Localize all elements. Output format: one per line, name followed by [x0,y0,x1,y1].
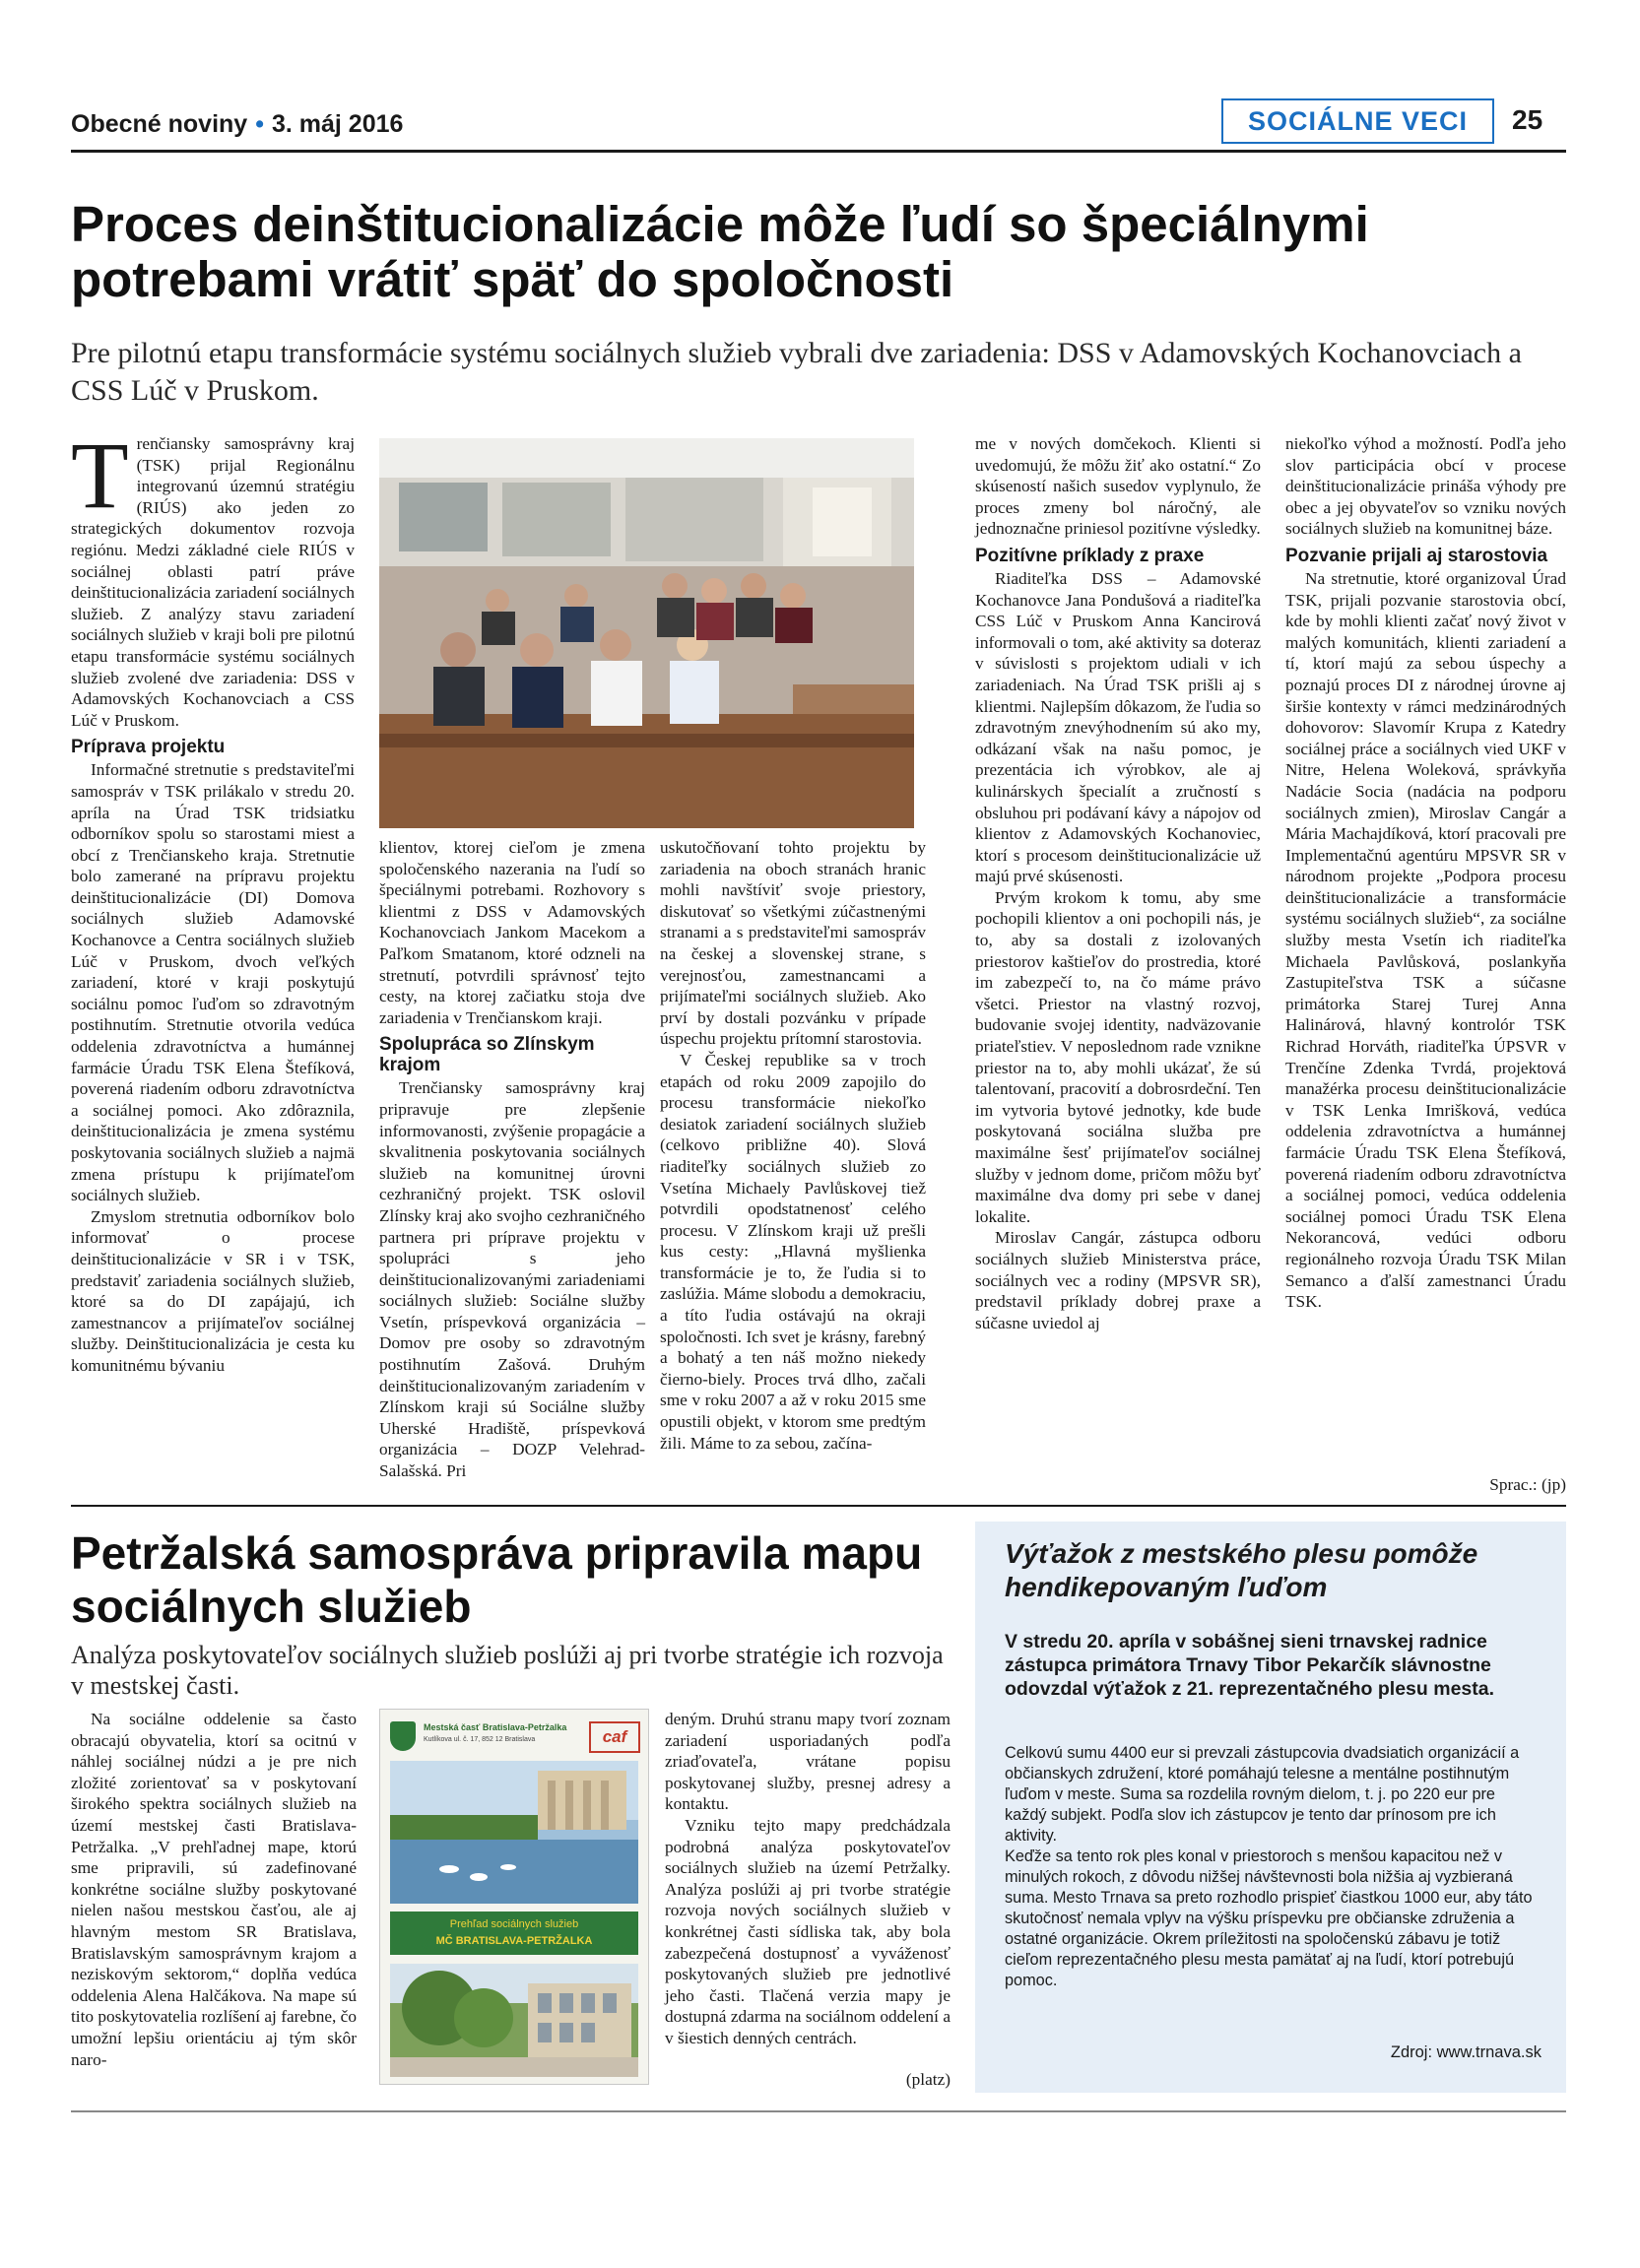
bullet-separator: • [255,110,264,138]
paragraph: Keďže sa tento rok ples konal v priestoroch s menšou kapacitou než v minulých rokoch, z dôvodu nižšej návštevnosti bola nižšia aj vyzbieraná suma. Mesto Trnava sa preto rozhodlo prispieť čiastkou 1000 eur, aby táto skutočnosť nemala vplyv na výšku príspevku pre občianske združenia a ostatné organizácie. Okrem príležitosti na spoločenskú zábavu je totiž cieľom reprezentačného plesu mesta pamätať aj na ľudí, ktorí potrebujú pomoc. [1005,1847,1533,1989]
meeting-photo [379,438,914,828]
subheading: Pozvanie prijali aj starostovia [1285,545,1548,566]
map-cover-banner-line1: Prehľad sociálnych služieb [449,1918,579,1930]
paragraph-text: renčiansky samosprávny kraj (TSK) prijal Regionálnu integrovanú územnú stratégiu (RIÚS) ako jeden zo strategických dokumentov rozvoja regiónu. Medzi základné ciele RIÚS v sociálnej oblasti patrí práve deinštitucionalizácia zariadení sociálnych služieb. Z analýzy stavu zariadení sociálnych služieb v kraji boli pre pilotnú etapu transformácie systému sociálnych služieb zvolené dve zariadenia: DSS v Adamovských Kochanovciach a CSS Lúč v Pruskom. [71,434,355,730]
paragraph: uskutočňovaní tohto projektu by zariadenia na oboch stranách hranic mohli navštíviť svoje priestory, diskutovať so všetkými zúčastnenými stranami a s predstaviteľmi samospráv na českej a slovenskej strane, s verejnosťou, zamestnancami a prijímateľmi sociálnych služieb. Ako prví by dostali pozvánku v prípade úspechu projektu prítomní starostovia. [660,838,926,1049]
map-cover-banner-line2: MČ BRATISLAVA-PETRŽALKA [435,1935,593,1947]
article-lead: Pre pilotnú etapu transformácie systému sociálnych služieb vybrali dve zariadenia: DSS v Adamovských Kochanovciach a CSS Lúč v Pruskom. [71,337,1522,407]
article-divider [71,1505,1566,1507]
article-byline: Sprac.: (jp) [1489,1475,1566,1494]
paragraph: Vzniku tejto mapy predchádzala podrobná analýza poskytovateľov sociálnych služieb na území Petržalky. Analýza poslúži aj pri tvorbe stratégie rozvoja nových sociálnych služieb v konkrétnej časti sídliska tak, aby bola zabezpečená dostupnosť a vyváženosť poskytovaných služieb pre jednotlivé jeho časti. Tlačená verzia mapy je dostupná zdarma na sociálnom oddelení a v šiestich denných centrách. [665,1815,951,2047]
article-byline: (platz) [905,2070,951,2089]
article-column-5 [1285,433,1566,1313]
sidebar-source: Zdroj: www.trnava.sk [1390,2043,1542,2061]
paragraph: V Českej republike sa v troch etapách od roku 2009 zapojilo do procesu transformácie niekoľko desiatok zariadení sociálnych služieb (celkovo približne 40). Slová riaditeľky sociálnych služieb zo Vsetína Michaely Pavlůskovej tiež potvrdili opodstatnenosť celého procesu. V Zlínskom kraji už prešli kus cesty: „Hlavná myšlienka transformácie je to, že ľudia si to zaslúžia. Máme slobodu a demokraciu, a títo ľudia ostávajú na okraji spoločnosti. Ich svet je krásny, farebný a bohatý a ten náš možno niekedy čierno-biely. Proces trvá dlho, začali sme v roku 2007 a až v roku 2015 sme opustili objekt, v ktorom sme predtým žili. Máme to za sebou, začína- [660,1050,926,1453]
map-cover-header: Mestská časť Bratislava-Petržalka [424,1722,567,1732]
paragraph: Miroslav Cangár, zástupca odboru sociálnych služieb Ministerstva práce, sociálnych vec a rodiny (MPSVR SR), predstavil príklady dobrej praxe a súčasne uviedol aj [975,1228,1261,1332]
sidebar-box [975,1522,1566,2093]
paragraph: deným. Druhú stranu mapy tvorí zoznam zariadení usporiadaných podľa zriaďovateľa, vrátane popisu poskytovanej služby, presnej adresy a kontaktu. [665,1710,951,1814]
header-rule [71,150,1566,153]
subheading: Spolupráca so Zlínskym krajom [379,1034,595,1076]
map-cover-banner [390,1912,638,1955]
subheading: Príprava projektu [71,737,226,758]
issue-date: 3. máj 2016 [271,110,404,138]
sidebar-headline: Výťažok z mestského plesu pomôže hendikepovaným ľuďom [1005,1538,1478,1602]
article-column-1 [71,422,355,1377]
paragraph: Informačné stretnutie s predstaviteľmi samospráv v TSK prilákalo v stredu 20. apríla na Úrad TSK tridsiatku odborníkov spolu so starostami miest a obcí z Trenčianskeho kraja. Stretnutie bolo zamerané na prípravu projektu deinštitucionalizácie (DI) Domova sociálnych služieb Adamovské Kochanovce a Centra sociálnych služieb Lúč v Pruskom, dvoch veľkých zariadení, ktoré v kraji poskytujú sociálnu pomoc ľuďom so zdravotným postihnutím. Stretnutie otvorila vedúca oddelenia zdravotníctva a humánnej farmácie Úradu TSK Elena Štefíková, poverená riadením odboru zdravotníctva a sociálnej pomoci. Ako zdôraznila, deinštitucionalizácia je zmena systému poskytovania sociálnych služieb a najmä zmena prístupu k prijímateľom sociálnych služieb. [71,760,355,1205]
page-number: 25 [1512,104,1543,135]
paragraph: Celkovú sumu 4400 eur si prevzali zástupcovia dvadsiatich organizácií a občianskych združení, ktoré pomáhajú telesne a mentálne postihnutým ľuďom v meste. Suma sa rozdelila rovným dielom, t. j. po 220 eur pre každý subjekt. Podľa slov ich zástupcov je tento dar prínosom pre ich aktivity. [1005,1744,1520,1845]
paragraph: Riaditeľka DSS – Adamovské Kochanovce Jana Pondušová a riaditeľka CSS Lúč v Pruskom Anna Kancirová informovali o tom, aké aktivity sa doteraz v súvislosti s projektom udiali v ich zariadeniach. Na Úrad TSK prišli aj s klientmi. Najlepším dôkazom, že ľudia so zdravotným znevýhodnením sú ako my, odkázaní však na našu pomoc, je prezentácia ich výrobkov, ale aj kulinárskych špecialít a zručností s obsluhou pri podávaní kávy a nápojov od klientov z Adamovských Kochanoviec, ktorí s procesom deinštitucionalizácie už majú prvé skúsenosti. [975,568,1261,886]
map-cover-address: Kutlíkova ul. č. 17, 852 12 Bratislava [424,1736,536,1743]
publication-name: Obecné noviny [71,110,248,138]
article-column-4 [975,433,1261,1333]
meeting-photo-image [379,438,914,828]
subheading: Pozitívne príklady z praxe [975,545,1205,566]
social-services-map-cover [379,1709,649,2085]
lake-photo [390,1761,638,1904]
article-column-1 [71,1709,357,2070]
paragraph [71,422,355,731]
article-column-2 [379,837,645,1482]
paragraph: Zmyslom stretnutia odborníkov bolo informovať o procese deinštitucionalizácie v SR i v TSK, predstaviť zariadenia sociálnych služieb, ktoré sa do DI zapájajú, ich zamestnancov a prijímateľov sociálnej služby. Deinštitucionalizácia je cesta ku komunitnému bývaniu [71,1206,355,1375]
caf-logo: caf [589,1721,640,1753]
paragraph: klientov, ktorej cieľom je zmena spoločenského nazerania na ľudí so špeciálnymi potrebami. Rozhovory s klientmi z DSS v Adamovských Kochanovciach Jankom Macekom a Paľkom Smatanom, ktoré odzneli na stretnutí, potvrdili správnosť tejto cesty, na ktorej začiatku stoja dve zariadenia v Trenčianskom kraji. [379,838,645,1027]
paragraph: Na stretnutie, ktoré organizoval Úrad TSK, prijali pozvanie starostovia obcí, kde by mohli klienti začať nový život v malých komunitách, klienti zariadení a tí, ktorí majú za sebou úspechy a poznajú proces DI z národnej úrovne aj širšie kontexty v rámci medzinárodných dohovorov: Slavomír Krupa z Katedry sociálnej práce a sociálnych vied UKF v Nitre, Helena Woleková, správkyňa Nadácie Socia (nadácia na podporu sociálnych zmien), Miroslav Cangár a Mária Machajdíková, ktorí pracovali pre Implementačnú agentúru MPSVR SR v národnom projekte „Podpora procesu deinštitucionalizácie a transformácie systému sociálnych služieb“, za sociálne služby mesta Vsetín ich riaditeľka Michaela Pavlůsková, poslankyňa Zastupiteľstva TSK a súčasne primátorka Starej Turej Anna Halinárová, hlavný kontrolór TSK Richrad Horváth, riaditeľka ÚPSVR v Trenčíne Zdenka Tvrdá, projektová manažérka procesu deinštitucionalizácie v TSK Lenka Imrišková, vedúca oddelenia zdravotníctva a humánnej farmácie Úradu TSK Elena Štefíková, poverená riadením odboru zdravotníctva a sociálnej pomoci, vedúca oddelenia sociálnej pomoci Úradu TSK Elena Nekorancová, vedúci odboru regionálneho rozvoja Úradu TSK Milan Semanco a ďalší zamestnanci Úradu TSK. [1285,568,1566,1312]
paragraph: Trenčiansky samosprávny kraj pripravuje pre zlepšenie informovanosti, zvýšenie propagácie a skvalitnenia poskytovania sociálnych služieb na komunitnej úrovni cezhraničný projekt. TSK oslovil Zlínsky kraj ako svojho cezhraničného partnera pri príprave projektu v spolupráci s jeho deinštitucionalizovanými zariadeniami sociálnych služieb: Sociálne služby Vsetín, príspevková organizácia – Domov pre osoby so zdravotným postihnutím Zašová. Druhým deinštitucionalizovaným zariadením v Zlínskom kraji sú Sociálne služby Uherské Hradiště, príspevková organizácia – DOZP Velehrad-Salašská. Pri [379,1078,645,1481]
article-column-2 [665,1709,951,2049]
article-headline: Petržalská samospráva pripravila mapu sociálnych služieb [71,1527,923,1632]
article-headline: Proces deinštitucionalizácie môže ľudí so špeciálnymi potrebami vrátiť späť do spoločnosti [71,196,1369,307]
sidebar-body [1005,1743,1542,1991]
paragraph: Na sociálne oddelenie sa často obracajú obyvatelia, ktorí sa ocitnú v náhlej sociálnej núdzi a je pre nich zložité zorientovať sa v poskytovaní širokého spektra sociálnych služieb na území mestskej časti Bratislava-Petržalka. „V prehľadnej mape, ktorú sme pripravili, sú zadefinované konkrétne sociálne služby poskytované nielen našou mestskou časťou, ale aj hlavným mestom SR Bratislava, Bratislavským samosprávnym krajom a neziskovým sektorom,“ doplňa vedúca oddelenia Alena Halčákova. Na mape sú tito poskytovatelia rozlíšení aj farebne, čo umožní lepšiu orientáciu aj tým skôr naro- [71,1710,357,2069]
park-photo [390,1964,638,2077]
section-label: SOCIÁLNE VECI [1221,98,1494,144]
sidebar-lead: V stredu 20. apríla v sobášnej sieni trnavskej radnice zástupca primátora Trnavy Tibor Pekarčík slávnostne odovzdal výťažok z 21. reprezentačného plesu mesta. [1005,1631,1495,1700]
footer-rule [71,2110,1566,2112]
publication-line [71,110,403,139]
article-column-3 [660,837,926,1454]
coat-of-arms-icon [390,1721,416,1751]
paragraph: niekoľko výhod a možností. Podľa jeho slov participácia obcí v procese deinštitucionalizácie prináša výhody pre obec a jej obyvateľov so vzniku nových sociálnych služieb na komunitnej báze. [1285,434,1566,539]
paragraph: me v nových domčekoch. Klienti si uvedomujú, že môžu žiť ako ostatní.“ Zo skúseností našich susedov vyplynulo, že proces zmeny bol náročný, ale jednoznačne priniesol pozitívne výsledky. [975,434,1261,539]
drop-cap: T [71,422,129,528]
article-lead: Analýza poskytovateľov sociálnych služieb poslúži aj pri tvorbe stratégie ich rozvoja v mestskej časti. [71,1641,944,1700]
paragraph: Prvým krokom k tomu, aby sme pochopili klientov a oni pochopili nás, je to, aby sa dostali z izolovaných priestorov kaštieľov do prostredia, ktoré im zabezpečí to, na čo máme právo všetci. Priestor na vlastný rozvoj, budovanie svojej identity, nadväzovanie priateľstiev. V neposlednom rade vznikne priestor na to, aby mohli ukázať, že sú talentovaní, pracovití a dobrosrdeční. Ten im vytvoria bytové jednotky, kde bude poskytovaná sociálna služba pre maximálne šesť prijímateľov sociálnej služby v jednom dome, pričom môžu byť maximálne dva domy pri sebe v danej lokalite. [975,887,1261,1226]
